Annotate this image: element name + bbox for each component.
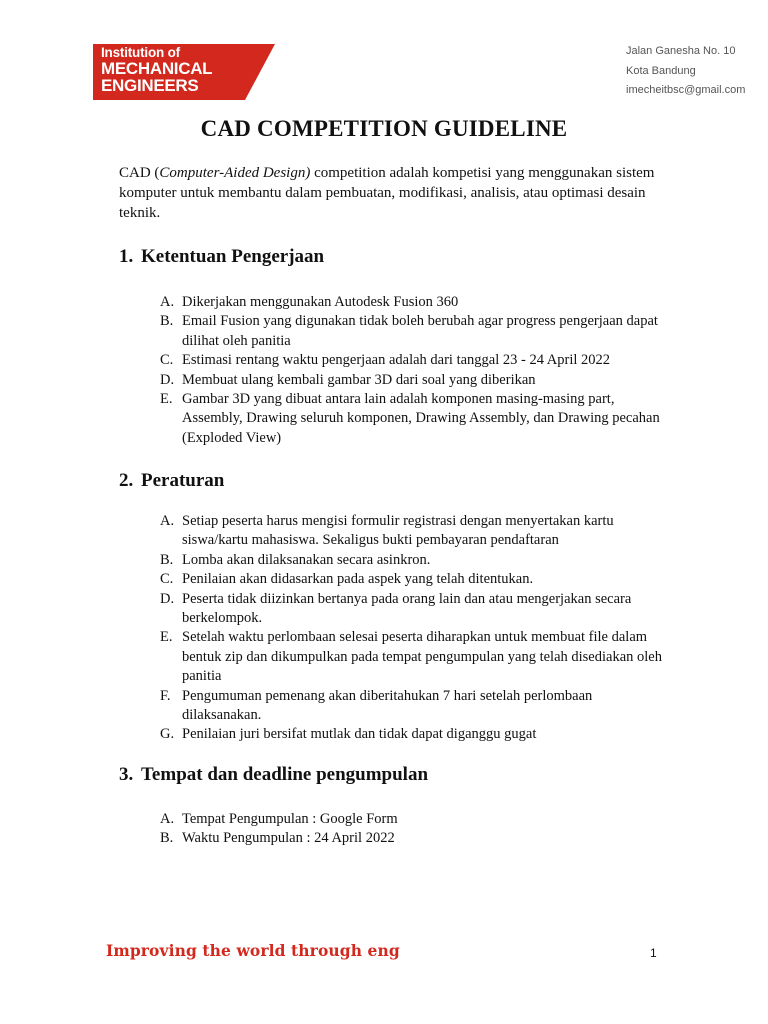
item-marker: A. (160, 513, 175, 529)
item-marker: B. (160, 830, 174, 847)
item-marker: B. (160, 313, 174, 330)
list-item (119, 810, 679, 829)
item-text: Penilaian juri bersifat mutlak dan tidak dapat diganggu gugat (182, 726, 537, 743)
item-text: Email Fusion yang digunakan tidak boleh berubah agar progress pengerjaan dapat dilihat oleh panitia (182, 313, 658, 349)
section-title: Ketentuan Pengerjaan (141, 246, 325, 267)
intro-paragraph (119, 163, 659, 223)
address-block (626, 42, 745, 101)
item-marker: G. (160, 726, 175, 743)
item-text: Setiap peserta harus mengisi formulir registrasi dengan menyertakan kartu siswa/kartu mahasiswa. Sekaligus bukti pembayaran pendaftaran (182, 513, 614, 549)
list-item (119, 293, 679, 312)
item-marker: E. (160, 391, 173, 408)
item-marker: B. (160, 551, 174, 568)
item-marker: E. (160, 629, 173, 646)
list-item (119, 512, 679, 551)
item-text: Penilaian akan didasarkan pada aspek yang telah ditentukan. (182, 571, 534, 588)
address-street: Jalan Ganesha No. 10 (626, 45, 736, 57)
logo-text (101, 46, 212, 94)
item-text: Peserta tidak diizinkan bertanya pada orang lain dan atau mengerjakan secara berkelompok. (182, 590, 632, 627)
logo-line-1: Institution of (101, 45, 180, 60)
item-marker: F. (160, 687, 171, 704)
item-text: Membuat ulang kembali gambar 3D dari soal yang diberikan (182, 371, 536, 388)
list-item (119, 551, 679, 570)
address-city: Kota Bandung (626, 64, 696, 77)
list-item (119, 829, 679, 848)
section-peraturan (119, 470, 679, 745)
item-text: Pengumuman pemenang akan diberitahukan 7 hari setelah perlombaan dilaksanakan. (182, 687, 593, 724)
section-heading (119, 470, 679, 492)
logo-line-3: ENGINEERS (101, 75, 199, 95)
list-item (119, 590, 679, 629)
section-pengumpulan (119, 764, 679, 849)
section-items (119, 512, 679, 745)
imeche-logo (93, 44, 275, 100)
intro-prefix: CAD ( (119, 165, 160, 181)
item-text: Dikerjakan menggunakan Autodesk Fusion 360 (182, 294, 459, 310)
list-item (119, 312, 679, 351)
logo-line-2: MECHANICAL (101, 58, 213, 78)
item-text: Setelah waktu perlombaan selesai peserta diharapkan untuk membuat file dalam bentuk zip dan dikumpulkan pada tempat pengumpulan yang telah disediakan oleh panitia (182, 629, 662, 685)
section-number: 3. (119, 764, 134, 785)
list-item (119, 725, 679, 744)
item-text: Estimasi rentang waktu pengerjaan adalah dari tanggal 23 - 24 April 2022 (182, 352, 611, 369)
section-heading (119, 764, 679, 786)
item-marker: A. (160, 811, 175, 827)
section-ketentuan (119, 246, 679, 448)
item-marker: C. (160, 571, 174, 588)
list-item (119, 371, 679, 390)
section-number: 1. (119, 246, 134, 267)
section-title: Tempat dan deadline pengumpulan (141, 764, 429, 785)
item-text: Waktu Pengumpulan : 24 April 2022 (182, 830, 395, 847)
section-heading (119, 246, 679, 268)
document-title: CAD COMPETITION GUIDELINE (200, 116, 568, 141)
item-text: Gambar 3D yang dibuat antara lain adalah komponen masing-masing part, Assembly, Drawing seluruh komponen, Drawing Assembly, dan Drawing pecahan (Exploded View) (182, 391, 660, 446)
intro-rest: competition adalah kompetisi yang menggunakan sistem komputer untuk membantu dalam pembuatan, modifikasi, analisis, atau optimasi desain teknik. (119, 165, 655, 221)
list-item (119, 570, 679, 589)
footer-slogan: Improving the world through eng (106, 941, 400, 960)
item-marker: A. (160, 294, 175, 310)
item-text: Tempat Pengumpulan : Google Form (182, 811, 398, 827)
list-item (119, 687, 679, 726)
list-item (119, 628, 679, 686)
item-marker: D. (160, 590, 175, 607)
section-items (119, 293, 679, 448)
page-number: 1 (650, 946, 657, 960)
section-title: Peraturan (141, 470, 225, 491)
list-item (119, 390, 679, 448)
item-marker: C. (160, 352, 174, 369)
item-text: Lomba akan dilaksanakan secara asinkron. (182, 551, 431, 568)
intro-italic: Computer-Aided Design) (159, 165, 311, 181)
section-items (119, 810, 679, 849)
section-number: 2. (119, 470, 134, 491)
item-marker: D. (160, 371, 175, 388)
address-email: imecheitbsc@gmail.com (626, 84, 746, 96)
list-item (119, 351, 679, 370)
